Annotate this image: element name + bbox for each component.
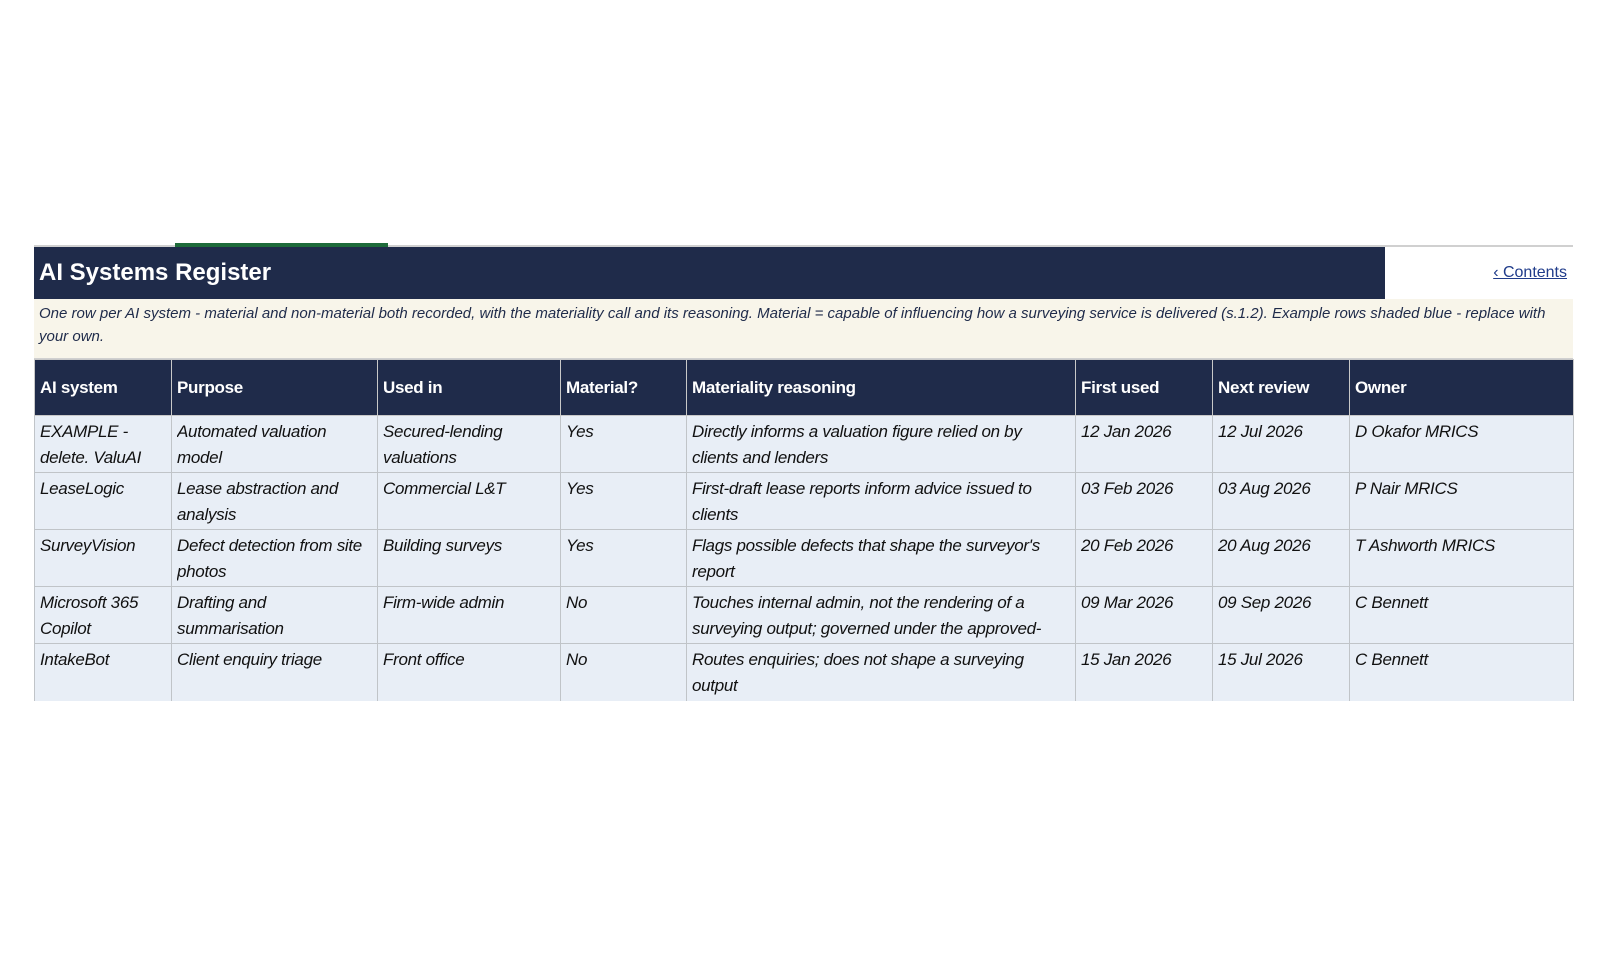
- cell-used-in[interactable]: Firm-wide admin: [378, 587, 561, 644]
- column-header-owner[interactable]: Owner: [1350, 360, 1574, 416]
- register-table: [34, 359, 1574, 701]
- cell-materiality-reasoning[interactable]: First-draft lease reports inform advice issued to clients: [687, 473, 1076, 530]
- cell-material[interactable]: Yes: [561, 473, 687, 530]
- cell-first-used[interactable]: 15 Jan 2026: [1076, 644, 1213, 701]
- table-row: [35, 587, 1574, 644]
- cell-ai-system[interactable]: EXAMPLE - delete. ValuAI: [35, 416, 172, 473]
- cell-next-review[interactable]: 20 Aug 2026: [1213, 530, 1350, 587]
- cell-first-used[interactable]: 09 Mar 2026: [1076, 587, 1213, 644]
- title-row: [34, 247, 1573, 299]
- cell-purpose[interactable]: Drafting and summarisation: [172, 587, 378, 644]
- cell-material[interactable]: No: [561, 587, 687, 644]
- column-header-purpose[interactable]: Purpose: [172, 360, 378, 416]
- cell-purpose[interactable]: Automated valuation model: [172, 416, 378, 473]
- cell-owner[interactable]: C Bennett: [1350, 644, 1574, 701]
- cell-next-review[interactable]: 12 Jul 2026: [1213, 416, 1350, 473]
- cell-first-used[interactable]: 20 Feb 2026: [1076, 530, 1213, 587]
- instructions-note: One row per AI system - material and non-material both recorded, with the materiality call and its reasoning. Material = capable of influencing how a surveying service is delivered (s.1.2). Example rows shaded blue - replace with your own.: [34, 299, 1573, 359]
- cell-materiality-reasoning[interactable]: Touches internal admin, not the rendering of a surveying output; governed under the approved-: [687, 587, 1076, 644]
- table-row: [35, 416, 1574, 473]
- cell-next-review[interactable]: 09 Sep 2026: [1213, 587, 1350, 644]
- cell-used-in[interactable]: Secured-lending valuations: [378, 416, 561, 473]
- cell-purpose[interactable]: Lease abstraction and analysis: [172, 473, 378, 530]
- column-header-next-review[interactable]: Next review: [1213, 360, 1350, 416]
- cell-owner[interactable]: D Okafor MRICS: [1350, 416, 1574, 473]
- column-header-ai-system[interactable]: AI system: [35, 360, 172, 416]
- table-row: [35, 644, 1574, 701]
- cell-ai-system[interactable]: LeaseLogic: [35, 473, 172, 530]
- cell-owner[interactable]: P Nair MRICS: [1350, 473, 1574, 530]
- header-row: [35, 360, 1574, 416]
- column-header-first-used[interactable]: First used: [1076, 360, 1213, 416]
- cell-ai-system[interactable]: IntakeBot: [35, 644, 172, 701]
- cell-first-used[interactable]: 03 Feb 2026: [1076, 473, 1213, 530]
- cell-materiality-reasoning[interactable]: Directly informs a valuation figure relied on by clients and lenders: [687, 416, 1076, 473]
- column-header-material[interactable]: Material?: [561, 360, 687, 416]
- cell-next-review[interactable]: 15 Jul 2026: [1213, 644, 1350, 701]
- cell-purpose[interactable]: Defect detection from site photos: [172, 530, 378, 587]
- table-row: [35, 473, 1574, 530]
- cell-owner[interactable]: T Ashworth MRICS: [1350, 530, 1574, 587]
- contents-link[interactable]: ‹ Contents: [1493, 264, 1567, 281]
- active-cell-marker: [175, 243, 388, 247]
- table-row: [35, 530, 1574, 587]
- cell-material[interactable]: Yes: [561, 416, 687, 473]
- column-header-used-in[interactable]: Used in: [378, 360, 561, 416]
- cell-next-review[interactable]: 03 Aug 2026: [1213, 473, 1350, 530]
- cell-material[interactable]: Yes: [561, 530, 687, 587]
- cell-used-in[interactable]: Commercial L&T: [378, 473, 561, 530]
- sheet-title: AI Systems Register: [34, 247, 1385, 299]
- register-sheet: [34, 247, 1573, 701]
- cell-ai-system[interactable]: Microsoft 365 Copilot: [35, 587, 172, 644]
- cell-owner[interactable]: C Bennett: [1350, 587, 1574, 644]
- cell-materiality-reasoning[interactable]: Routes enquiries; does not shape a surveying output: [687, 644, 1076, 701]
- cell-ai-system[interactable]: SurveyVision: [35, 530, 172, 587]
- cell-first-used[interactable]: 12 Jan 2026: [1076, 416, 1213, 473]
- column-header-materiality-reasoning[interactable]: Materiality reasoning: [687, 360, 1076, 416]
- cell-materiality-reasoning[interactable]: Flags possible defects that shape the surveyor's report: [687, 530, 1076, 587]
- contents-cell: [1385, 247, 1573, 299]
- cell-used-in[interactable]: Building surveys: [378, 530, 561, 587]
- cell-used-in[interactable]: Front office: [378, 644, 561, 701]
- cell-purpose[interactable]: Client enquiry triage: [172, 644, 378, 701]
- cell-material[interactable]: No: [561, 644, 687, 701]
